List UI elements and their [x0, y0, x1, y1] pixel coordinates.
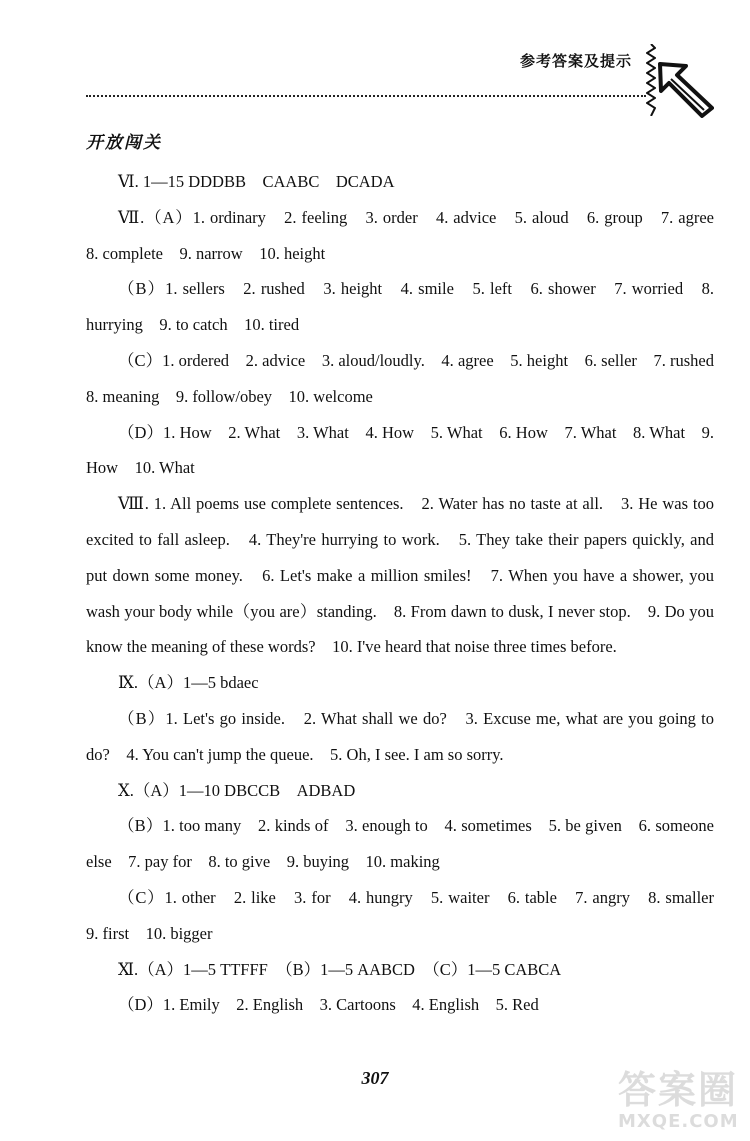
answer-paragraph: （C）1. other 2. like 3. for 4. hungry 5. waiter 6. table 7. angry 8. smaller 9. first 10. bigger [86, 887, 731, 943]
answer-paragraph: （B）1. sellers 2. rushed 3. height 4. smile 5. left 6. shower 7. worried 8. hurrying 9. to catch 10. tired [86, 279, 714, 335]
answer-paragraph: （B）1. Let's go inside. 2. What shall we do? 3. Excuse me, what are you going to do? 4. You can't jump the queue. 5. Oh, I see. I am so sorry. [86, 708, 714, 764]
answer-content [86, 164, 731, 1023]
arrow-up-left-icon [658, 62, 714, 118]
answer-paragraph: Ⅵ. 1—15 DDDBB CAABC DCADA [118, 172, 395, 191]
page-number: 307 [361, 1068, 389, 1088]
watermark-logo: 答案圈 [618, 1068, 739, 1112]
zigzag-border-icon [646, 44, 656, 116]
answer-paragraph: Ⅶ.（A）1. ordinary 2. feeling 3. order 4. advice 5. aloud 6. group 7. agree 8. complete 9. narrow 10. height [86, 207, 731, 263]
section-title: 开放闯关 [86, 133, 162, 153]
watermark-url: MXQE.COM [618, 1111, 739, 1132]
answer-paragraph: Ⅷ. 1. All poems use complete sentences. 2. Water has no taste at all. 3. He was too excited to fall asleep. 4. They're hurrying to work. 5. They take their papers quickly, and put down some money. 6. Let's make a million smiles! 7. When you have a shower, you wash your body while（you are）standing. 8. From dawn to dusk, I never stop. 9. Do you know the meaning of these words? 10. I've heard that noise three times before. [86, 494, 714, 657]
answer-paragraph: （B）1. too many 2. kinds of 3. enough to 4. sometimes 5. be given 6. someone else 7. pay for 8. to give 9. buying 10. making [86, 816, 714, 872]
header-dotted-divider [86, 95, 646, 97]
answer-paragraph: （D）1. How 2. What 3. What 4. How 5. What 6. How 7. What 8. What 9. How 10. What [86, 422, 714, 478]
answer-paragraph: Ⅺ.（A）1—5 TTFFF （B）1—5 AABCD （C）1—5 CABCA [118, 959, 562, 979]
watermark [618, 1068, 746, 1138]
answer-paragraph: Ⅹ.（A）1—10 DBCCB ADBAD [118, 780, 356, 800]
answer-paragraph: （D）1. Emily 2. English 3. Cartoons 4. English 5. Red [118, 995, 539, 1015]
answer-paragraph: （C）1. ordered 2. advice 3. aloud/loudly. 4. agree 5. height 6. seller 7. rushed 8. meaning 9. follow/obey 10. welcome [86, 350, 731, 406]
header-title: 参考答案及提示 [520, 52, 633, 70]
answer-paragraph: Ⅸ.（A）1—5 bdaec [118, 673, 259, 693]
